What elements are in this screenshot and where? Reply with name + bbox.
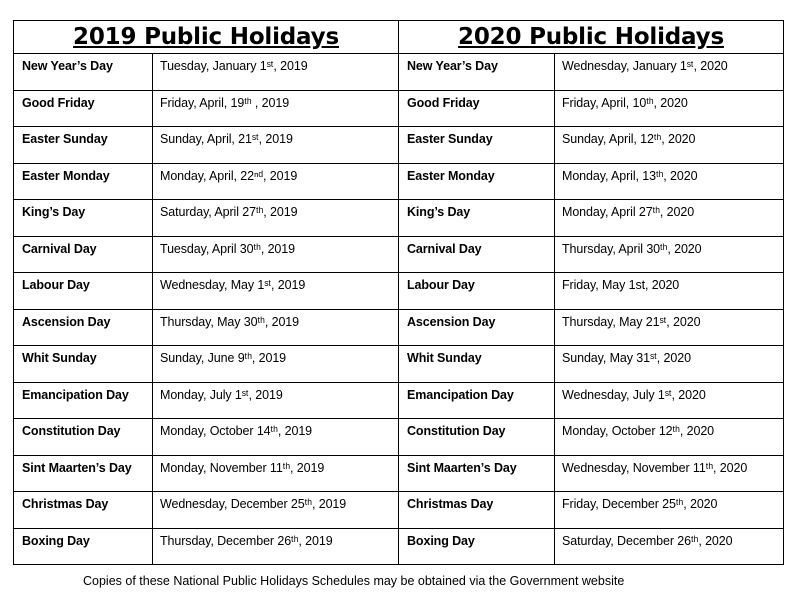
- holiday-name-2020: Easter Sunday: [399, 127, 555, 164]
- holiday-date-2019: Wednesday, May 1ˢᵗ, 2019: [153, 273, 399, 310]
- holiday-name-2019: Sint Maarten’s Day: [14, 455, 153, 492]
- holiday-date-2019: Monday, November 11ᵗʰ, 2019: [153, 455, 399, 492]
- holiday-date-2020: Wednesday, November 11ᵗʰ, 2020: [555, 455, 784, 492]
- holiday-date-2019: Tuesday, January 1ˢᵗ, 2019: [153, 54, 399, 91]
- holiday-date-2019: Monday, April, 22ⁿᵈ, 2019: [153, 163, 399, 200]
- holiday-name-2020: Boxing Day: [399, 528, 555, 565]
- holiday-date-2019: Friday, April, 19ᵗʰ , 2019: [153, 90, 399, 127]
- holiday-date-2019: Saturday, April 27ᵗʰ, 2019: [153, 200, 399, 237]
- year-2019-title: 2019 Public Holidays: [14, 21, 399, 54]
- holiday-name-2019: Labour Day: [14, 273, 153, 310]
- holiday-date-2019: Sunday, April, 21ˢᵗ, 2019: [153, 127, 399, 164]
- holiday-date-2020: Friday, May 1st, 2020: [555, 273, 784, 310]
- holiday-date-2020: Thursday, April 30ᵗʰ, 2020: [555, 236, 784, 273]
- holiday-name-2020: King’s Day: [399, 200, 555, 237]
- holiday-name-2019: Constitution Day: [14, 419, 153, 456]
- year-2020-title: 2020 Public Holidays: [399, 21, 784, 54]
- holiday-date-2020: Monday, April, 13ᵗʰ, 2020: [555, 163, 784, 200]
- holiday-name-2019: Easter Sunday: [14, 127, 153, 164]
- table-row: [14, 346, 784, 383]
- holiday-date-2020: Saturday, December 26ᵗʰ, 2020: [555, 528, 784, 565]
- header-row: [14, 21, 784, 54]
- holiday-name-2020: Easter Monday: [399, 163, 555, 200]
- table-row: [14, 455, 784, 492]
- holiday-date-2019: Monday, October 14ᵗʰ, 2019: [153, 419, 399, 456]
- holiday-name-2020: Whit Sunday: [399, 346, 555, 383]
- footer-note: Copies of these National Public Holidays Schedules may be obtained via the Government website: [83, 574, 625, 588]
- holiday-name-2020: Christmas Day: [399, 492, 555, 529]
- table-row: [14, 90, 784, 127]
- table-row: [14, 419, 784, 456]
- holiday-name-2020: New Year’s Day: [399, 54, 555, 91]
- table-row: [14, 127, 784, 164]
- table-row: [14, 273, 784, 310]
- holiday-date-2020: Sunday, May 31ˢᵗ, 2020: [555, 346, 784, 383]
- holiday-date-2019: Tuesday, April 30ᵗʰ, 2019: [153, 236, 399, 273]
- public-holidays-table: [13, 20, 784, 565]
- table-row: [14, 382, 784, 419]
- holiday-name-2020: Constitution Day: [399, 419, 555, 456]
- holiday-name-2019: Emancipation Day: [14, 382, 153, 419]
- holiday-date-2019: Thursday, May 30ᵗʰ, 2019: [153, 309, 399, 346]
- holiday-name-2020: Ascension Day: [399, 309, 555, 346]
- holiday-name-2019: Christmas Day: [14, 492, 153, 529]
- holiday-name-2019: Easter Monday: [14, 163, 153, 200]
- holiday-name-2020: Labour Day: [399, 273, 555, 310]
- holiday-date-2020: Thursday, May 21ˢᵗ, 2020: [555, 309, 784, 346]
- holiday-date-2019: Thursday, December 26ᵗʰ, 2019: [153, 528, 399, 565]
- holiday-name-2019: Ascension Day: [14, 309, 153, 346]
- holiday-name-2019: New Year’s Day: [14, 54, 153, 91]
- holiday-name-2020: Carnival Day: [399, 236, 555, 273]
- holiday-date-2020: Wednesday, July 1ˢᵗ, 2020: [555, 382, 784, 419]
- holiday-name-2019: Good Friday: [14, 90, 153, 127]
- holiday-date-2020: Monday, April 27ᵗʰ, 2020: [555, 200, 784, 237]
- holiday-name-2019: King’s Day: [14, 200, 153, 237]
- holiday-name-2020: Sint Maarten’s Day: [399, 455, 555, 492]
- holiday-name-2019: Carnival Day: [14, 236, 153, 273]
- holiday-date-2020: Sunday, April, 12ᵗʰ, 2020: [555, 127, 784, 164]
- table-row: [14, 163, 784, 200]
- holiday-date-2020: Wednesday, January 1ˢᵗ, 2020: [555, 54, 784, 91]
- holiday-date-2020: Friday, December 25ᵗʰ, 2020: [555, 492, 784, 529]
- holiday-date-2019: Monday, July 1ˢᵗ, 2019: [153, 382, 399, 419]
- table-row: [14, 528, 784, 565]
- holiday-date-2019: Sunday, June 9ᵗʰ, 2019: [153, 346, 399, 383]
- table-row: [14, 309, 784, 346]
- table-row: [14, 54, 784, 91]
- holiday-name-2020: Emancipation Day: [399, 382, 555, 419]
- holiday-name-2019: Whit Sunday: [14, 346, 153, 383]
- holiday-date-2020: Friday, April, 10ᵗʰ, 2020: [555, 90, 784, 127]
- table-row: [14, 200, 784, 237]
- table-row: [14, 492, 784, 529]
- table-row: [14, 236, 784, 273]
- holiday-name-2019: Boxing Day: [14, 528, 153, 565]
- holiday-name-2020: Good Friday: [399, 90, 555, 127]
- holiday-date-2019: Wednesday, December 25ᵗʰ, 2019: [153, 492, 399, 529]
- holiday-date-2020: Monday, October 12ᵗʰ, 2020: [555, 419, 784, 456]
